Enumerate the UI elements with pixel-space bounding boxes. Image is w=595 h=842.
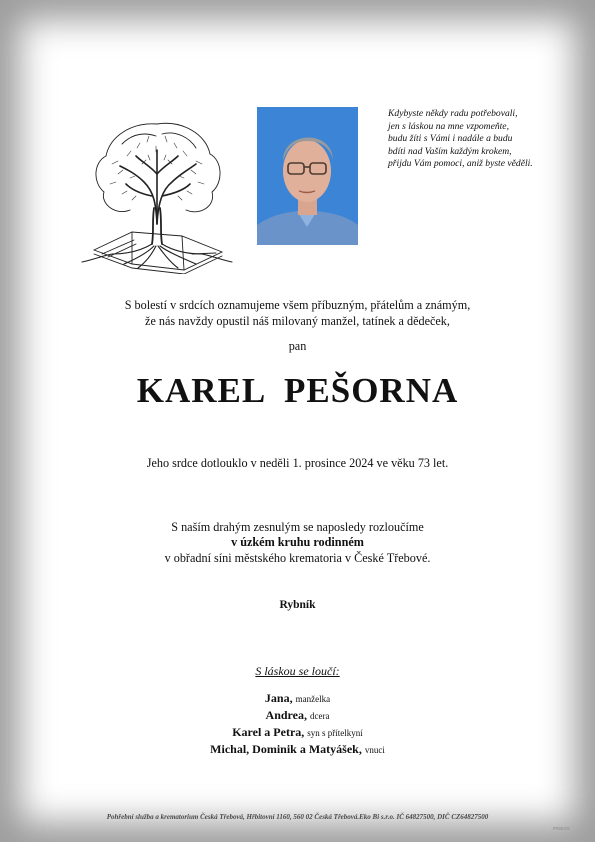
mourner-item — [0, 707, 595, 724]
document-code: P/NEOS — [553, 826, 571, 831]
announcement-line: že nás navždy opustil náš milovaný manžel, tatínek a dědeček, — [145, 313, 450, 328]
mourner-name: Karel a Petra, — [232, 725, 305, 739]
death-notice: Jeho srdce dotlouklo v neděli 1. prosince 2024 ve věku 73 let. — [146, 456, 449, 470]
verse-line: Kdybyste někdy radu potřebovali, — [388, 108, 518, 119]
mourner-relation: vnuci — [364, 745, 385, 755]
farewell-info — [0, 520, 595, 566]
title-pan: pan — [288, 339, 307, 353]
mourner-relation: syn s přítelkyní — [307, 728, 363, 738]
farewell-line: S naším drahým zesnulým se naposledy rozloučíme — [171, 520, 424, 534]
mourner-item — [0, 724, 595, 741]
portrait-photo — [257, 107, 358, 245]
mourners-list — [0, 690, 595, 758]
farewell-private-ceremony: v úzkém kruhu rodinném — [231, 535, 364, 550]
mourner-name: Andrea, — [265, 708, 307, 722]
mourner-name: Jana, — [264, 691, 293, 705]
mourners-title: S láskou se loučí: — [255, 664, 340, 678]
announcement-text — [0, 298, 595, 329]
mourner-relation: manželka — [295, 694, 331, 704]
verse-line: jen s láskou na mne vzpomeňte, — [388, 120, 509, 132]
verse-line: bdíti nad Vaším každým krokem, — [388, 145, 512, 157]
mourner-item — [0, 741, 595, 758]
mourner-item — [0, 690, 595, 707]
tree-illustration-icon — [72, 104, 242, 274]
place-name: Rybník — [279, 599, 316, 611]
memorial-verse — [388, 108, 588, 171]
deceased-name: KAREL PEŠORNA — [136, 371, 459, 410]
mourner-relation: dcera — [309, 711, 330, 721]
verse-line: budu žíti s Vámi i nadále a budu — [388, 133, 513, 145]
farewell-location: v obřadní síni městského krematoria v České Třebové. — [164, 550, 431, 565]
mourner-name: Michal, Dominik a Matyášek, — [210, 742, 362, 756]
footer-funeral-service: Pohřební služba a krematorium Česká Třebová, Hřbitovní 1160, 560 02 Česká Třebová.Eko Bi s.r.o. IČ 64827500, DIČ CZ64827500 — [106, 813, 489, 821]
verse-line: přijdu Vám pomoci, aniž byste věděli. — [388, 158, 533, 170]
announcement-line: S bolestí v srdcích oznamujeme všem příbuzným, přátelům a známým, — [124, 298, 471, 312]
